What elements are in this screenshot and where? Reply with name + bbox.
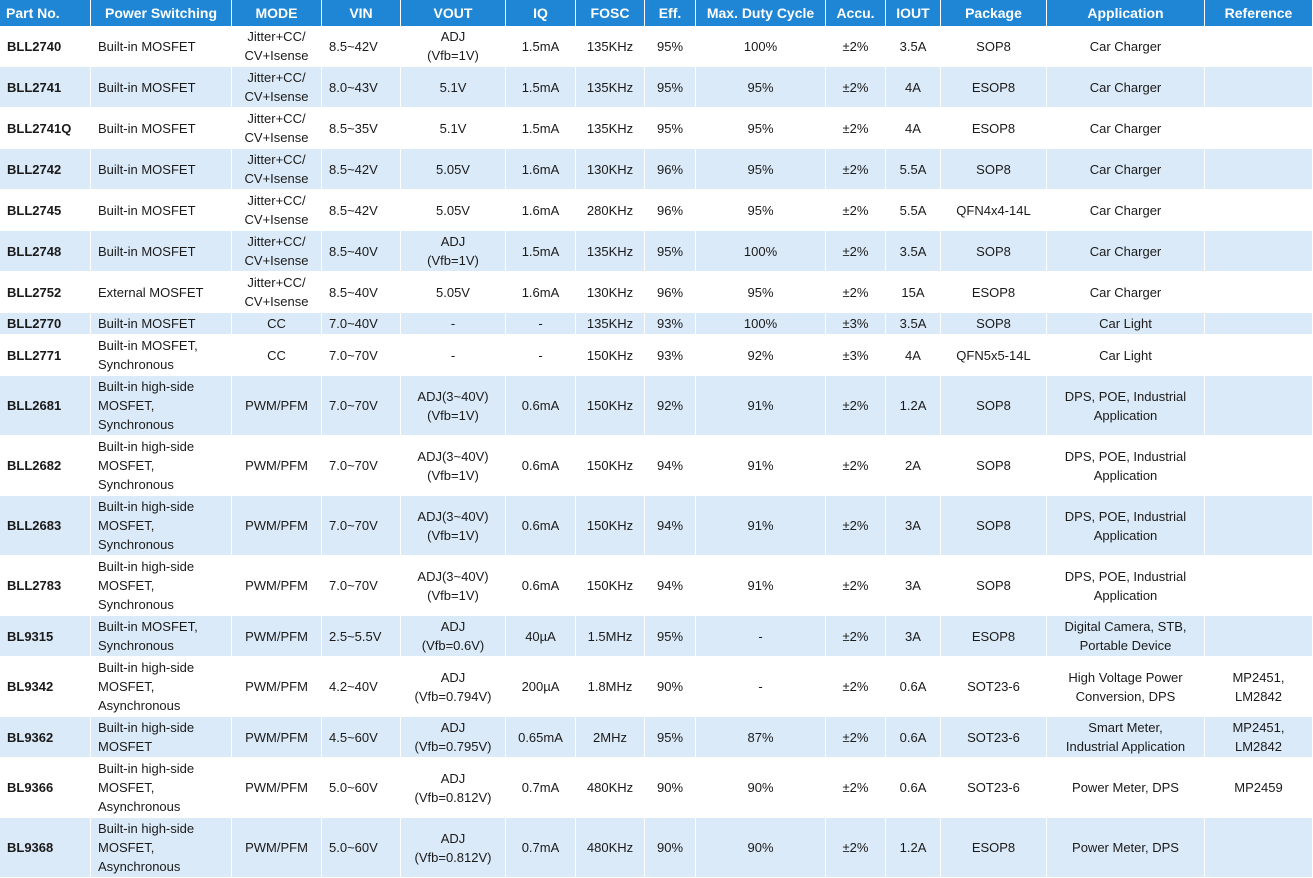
vin-cell: 8.0~43V	[322, 67, 401, 108]
accu-cell: ±2%	[826, 67, 886, 108]
accu-cell: ±2%	[826, 616, 886, 657]
header-application: Application	[1047, 0, 1205, 26]
power-switching-cell: Built-in MOSFET	[91, 149, 232, 190]
vout-cell: -	[401, 313, 506, 335]
iout-cell: 0.6A	[886, 657, 941, 717]
power-switching-cell: External MOSFET	[91, 272, 232, 313]
table-row	[0, 313, 1313, 335]
iout-cell: 4A	[886, 67, 941, 108]
vout-cell: ADJ (Vfb=1V)	[401, 26, 506, 67]
application-cell: Car Charger	[1047, 26, 1205, 67]
vin-cell: 8.5~42V	[322, 190, 401, 231]
iq-cell: 1.5mA	[506, 231, 576, 272]
header-reference: Reference	[1205, 0, 1313, 26]
max-duty-cycle-cell: -	[696, 657, 826, 717]
mode-cell: PWM/PFM	[232, 376, 322, 436]
iout-cell: 5.5A	[886, 190, 941, 231]
max-duty-cycle-cell: 95%	[696, 190, 826, 231]
mode-cell: Jitter+CC/ CV+Isense	[232, 231, 322, 272]
iq-cell: 0.7mA	[506, 758, 576, 818]
vin-cell: 7.0~70V	[322, 556, 401, 616]
table-header-row	[0, 0, 1313, 26]
mode-cell: PWM/PFM	[232, 556, 322, 616]
mode-cell: PWM/PFM	[232, 436, 322, 496]
mode-cell: Jitter+CC/ CV+Isense	[232, 190, 322, 231]
vin-cell: 2.5~5.5V	[322, 616, 401, 657]
application-cell: Digital Camera, STB, Portable Device	[1047, 616, 1205, 657]
vout-cell: 5.1V	[401, 67, 506, 108]
table-row	[0, 717, 1313, 758]
fosc-cell: 130KHz	[576, 149, 645, 190]
table-row	[0, 556, 1313, 616]
package-cell: SOP8	[941, 26, 1047, 67]
reference-cell: MP2459	[1205, 758, 1313, 818]
mode-cell: Jitter+CC/ CV+Isense	[232, 272, 322, 313]
iq-cell: 0.65mA	[506, 717, 576, 758]
power-switching-cell: Built-in MOSFET	[91, 67, 232, 108]
part-no-cell: BLL2783	[0, 556, 91, 616]
max-duty-cycle-cell: 90%	[696, 818, 826, 878]
application-cell: Power Meter, DPS	[1047, 818, 1205, 878]
application-cell: Car Charger	[1047, 190, 1205, 231]
part-no-cell: BLL2745	[0, 190, 91, 231]
power-switching-cell: Built-in MOSFET	[91, 231, 232, 272]
accu-cell: ±2%	[826, 149, 886, 190]
mode-cell: Jitter+CC/ CV+Isense	[232, 26, 322, 67]
part-no-cell: BLL2771	[0, 335, 91, 376]
vout-cell: ADJ(3~40V) (Vfb=1V)	[401, 376, 506, 436]
part-no-cell: BLL2683	[0, 496, 91, 556]
max-duty-cycle-cell: 95%	[696, 149, 826, 190]
package-cell: QFN5x5-14L	[941, 335, 1047, 376]
vin-cell: 8.5~42V	[322, 26, 401, 67]
eff-cell: 96%	[645, 149, 696, 190]
application-cell: DPS, POE, Industrial Application	[1047, 376, 1205, 436]
reference-cell	[1205, 313, 1313, 335]
iout-cell: 3.5A	[886, 26, 941, 67]
header-vin: VIN	[322, 0, 401, 26]
iq-cell: 0.6mA	[506, 556, 576, 616]
table-row	[0, 26, 1313, 67]
fosc-cell: 480KHz	[576, 818, 645, 878]
reference-cell: MP2451, LM2842	[1205, 657, 1313, 717]
application-cell: DPS, POE, Industrial Application	[1047, 496, 1205, 556]
fosc-cell: 1.8MHz	[576, 657, 645, 717]
accu-cell: ±2%	[826, 190, 886, 231]
fosc-cell: 135KHz	[576, 231, 645, 272]
vout-cell: ADJ(3~40V) (Vfb=1V)	[401, 556, 506, 616]
eff-cell: 94%	[645, 556, 696, 616]
reference-cell: MP2451, LM2842	[1205, 717, 1313, 758]
mode-cell: Jitter+CC/ CV+Isense	[232, 67, 322, 108]
mode-cell: Jitter+CC/ CV+Isense	[232, 108, 322, 149]
header-accu: Accu.	[826, 0, 886, 26]
iout-cell: 3.5A	[886, 313, 941, 335]
accu-cell: ±3%	[826, 335, 886, 376]
power-switching-cell: Built-in MOSFET	[91, 26, 232, 67]
application-cell: DPS, POE, Industrial Application	[1047, 556, 1205, 616]
iout-cell: 3A	[886, 556, 941, 616]
mode-cell: PWM/PFM	[232, 496, 322, 556]
iq-cell: 1.5mA	[506, 26, 576, 67]
reference-cell	[1205, 556, 1313, 616]
power-switching-cell: Built-in high-side MOSFET	[91, 717, 232, 758]
package-cell: ESOP8	[941, 818, 1047, 878]
accu-cell: ±2%	[826, 26, 886, 67]
accu-cell: ±2%	[826, 272, 886, 313]
fosc-cell: 135KHz	[576, 313, 645, 335]
package-cell: SOP8	[941, 313, 1047, 335]
mode-cell: PWM/PFM	[232, 616, 322, 657]
power-switching-cell: Built-in MOSFET, Synchronous	[91, 335, 232, 376]
mode-cell: CC	[232, 335, 322, 376]
max-duty-cycle-cell: 87%	[696, 717, 826, 758]
application-cell: Car Light	[1047, 335, 1205, 376]
power-switching-cell: Built-in high-side MOSFET, Synchronous	[91, 376, 232, 436]
reference-cell	[1205, 108, 1313, 149]
table-row	[0, 149, 1313, 190]
application-cell: Car Light	[1047, 313, 1205, 335]
power-switching-cell: Built-in high-side MOSFET, Synchronous	[91, 436, 232, 496]
max-duty-cycle-cell: 91%	[696, 556, 826, 616]
iq-cell: -	[506, 313, 576, 335]
fosc-cell: 135KHz	[576, 108, 645, 149]
vout-cell: ADJ (Vfb=0.794V)	[401, 657, 506, 717]
iout-cell: 3A	[886, 496, 941, 556]
vout-cell: ADJ (Vfb=0.6V)	[401, 616, 506, 657]
part-no-cell: BLL2748	[0, 231, 91, 272]
package-cell: SOP8	[941, 496, 1047, 556]
part-no-cell: BLL2740	[0, 26, 91, 67]
table-row	[0, 436, 1313, 496]
max-duty-cycle-cell: 100%	[696, 231, 826, 272]
iout-cell: 0.6A	[886, 758, 941, 818]
max-duty-cycle-cell: 100%	[696, 26, 826, 67]
eff-cell: 93%	[645, 313, 696, 335]
vout-cell: -	[401, 335, 506, 376]
application-cell: DPS, POE, Industrial Application	[1047, 436, 1205, 496]
package-cell: SOP8	[941, 556, 1047, 616]
mode-cell: Jitter+CC/ CV+Isense	[232, 149, 322, 190]
power-switching-cell: Built-in high-side MOSFET, Asynchronous	[91, 818, 232, 878]
fosc-cell: 150KHz	[576, 436, 645, 496]
application-cell: Car Charger	[1047, 231, 1205, 272]
part-no-cell: BLL2752	[0, 272, 91, 313]
accu-cell: ±2%	[826, 758, 886, 818]
eff-cell: 94%	[645, 436, 696, 496]
fosc-cell: 1.5MHz	[576, 616, 645, 657]
eff-cell: 95%	[645, 717, 696, 758]
package-cell: ESOP8	[941, 616, 1047, 657]
vout-cell: ADJ (Vfb=0.812V)	[401, 758, 506, 818]
eff-cell: 94%	[645, 496, 696, 556]
power-switching-cell: Built-in high-side MOSFET, Asynchronous	[91, 758, 232, 818]
accu-cell: ±2%	[826, 376, 886, 436]
reference-cell	[1205, 496, 1313, 556]
package-cell: SOT23-6	[941, 657, 1047, 717]
vin-cell: 4.5~60V	[322, 717, 401, 758]
table-row	[0, 616, 1313, 657]
iout-cell: 3.5A	[886, 231, 941, 272]
power-switching-cell: Built-in high-side MOSFET, Asynchronous	[91, 657, 232, 717]
max-duty-cycle-cell: 91%	[696, 496, 826, 556]
accu-cell: ±2%	[826, 556, 886, 616]
max-duty-cycle-cell: 91%	[696, 376, 826, 436]
header-fosc: FOSC	[576, 0, 645, 26]
part-no-cell: BL9368	[0, 818, 91, 878]
mode-cell: PWM/PFM	[232, 818, 322, 878]
power-switching-cell: Built-in MOSFET	[91, 108, 232, 149]
eff-cell: 90%	[645, 758, 696, 818]
part-no-cell: BLL2770	[0, 313, 91, 335]
table-row	[0, 67, 1313, 108]
max-duty-cycle-cell: -	[696, 616, 826, 657]
table-row	[0, 657, 1313, 717]
iq-cell: 1.5mA	[506, 67, 576, 108]
eff-cell: 90%	[645, 657, 696, 717]
iout-cell: 4A	[886, 335, 941, 376]
part-no-cell: BLL2681	[0, 376, 91, 436]
package-cell: SOP8	[941, 376, 1047, 436]
package-cell: SOP8	[941, 436, 1047, 496]
reference-cell	[1205, 149, 1313, 190]
header-eff: Eff.	[645, 0, 696, 26]
iout-cell: 1.2A	[886, 818, 941, 878]
iq-cell: 0.6mA	[506, 376, 576, 436]
part-no-cell: BL9362	[0, 717, 91, 758]
fosc-cell: 150KHz	[576, 556, 645, 616]
eff-cell: 96%	[645, 190, 696, 231]
eff-cell: 95%	[645, 67, 696, 108]
part-no-cell: BL9342	[0, 657, 91, 717]
package-cell: ESOP8	[941, 272, 1047, 313]
iout-cell: 15A	[886, 272, 941, 313]
eff-cell: 95%	[645, 616, 696, 657]
table-row	[0, 496, 1313, 556]
part-no-cell: BLL2741Q	[0, 108, 91, 149]
vin-cell: 5.0~60V	[322, 758, 401, 818]
max-duty-cycle-cell: 92%	[696, 335, 826, 376]
accu-cell: ±2%	[826, 818, 886, 878]
vin-cell: 5.0~60V	[322, 818, 401, 878]
header-power-switching: Power Switching	[91, 0, 232, 26]
header-package: Package	[941, 0, 1047, 26]
package-cell: ESOP8	[941, 108, 1047, 149]
vin-cell: 8.5~42V	[322, 149, 401, 190]
reference-cell	[1205, 818, 1313, 878]
application-cell: Car Charger	[1047, 272, 1205, 313]
package-cell: SOP8	[941, 149, 1047, 190]
vin-cell: 7.0~70V	[322, 436, 401, 496]
max-duty-cycle-cell: 90%	[696, 758, 826, 818]
fosc-cell: 135KHz	[576, 26, 645, 67]
iq-cell: -	[506, 335, 576, 376]
iout-cell: 5.5A	[886, 149, 941, 190]
mode-cell: CC	[232, 313, 322, 335]
eff-cell: 95%	[645, 26, 696, 67]
power-switching-cell: Built-in MOSFET	[91, 190, 232, 231]
reference-cell	[1205, 67, 1313, 108]
table-row	[0, 108, 1313, 149]
vin-cell: 7.0~70V	[322, 376, 401, 436]
iq-cell: 1.5mA	[506, 108, 576, 149]
power-switching-cell: Built-in MOSFET	[91, 313, 232, 335]
vin-cell: 8.5~40V	[322, 231, 401, 272]
reference-cell	[1205, 26, 1313, 67]
eff-cell: 90%	[645, 818, 696, 878]
iq-cell: 200µA	[506, 657, 576, 717]
fosc-cell: 150KHz	[576, 335, 645, 376]
max-duty-cycle-cell: 100%	[696, 313, 826, 335]
iout-cell: 3A	[886, 616, 941, 657]
vout-cell: ADJ(3~40V) (Vfb=1V)	[401, 496, 506, 556]
iout-cell: 2A	[886, 436, 941, 496]
reference-cell	[1205, 272, 1313, 313]
vin-cell: 8.5~40V	[322, 272, 401, 313]
max-duty-cycle-cell: 95%	[696, 108, 826, 149]
accu-cell: ±2%	[826, 717, 886, 758]
fosc-cell: 480KHz	[576, 758, 645, 818]
table-row	[0, 190, 1313, 231]
vin-cell: 8.5~35V	[322, 108, 401, 149]
iq-cell: 0.7mA	[506, 818, 576, 878]
application-cell: Car Charger	[1047, 108, 1205, 149]
header-part-no: Part No.	[0, 0, 91, 26]
header-iout: IOUT	[886, 0, 941, 26]
reference-cell	[1205, 376, 1313, 436]
fosc-cell: 135KHz	[576, 67, 645, 108]
application-cell: Smart Meter, Industrial Application	[1047, 717, 1205, 758]
accu-cell: ±2%	[826, 108, 886, 149]
iq-cell: 40µA	[506, 616, 576, 657]
reference-cell	[1205, 616, 1313, 657]
header-vout: VOUT	[401, 0, 506, 26]
mode-cell: PWM/PFM	[232, 657, 322, 717]
part-no-cell: BLL2741	[0, 67, 91, 108]
package-cell: SOT23-6	[941, 717, 1047, 758]
power-switching-cell: Built-in high-side MOSFET, Synchronous	[91, 556, 232, 616]
header-iq: IQ	[506, 0, 576, 26]
application-cell: Car Charger	[1047, 149, 1205, 190]
vin-cell: 7.0~70V	[322, 496, 401, 556]
vout-cell: 5.1V	[401, 108, 506, 149]
application-cell: High Voltage Power Conversion, DPS	[1047, 657, 1205, 717]
table-row	[0, 818, 1313, 878]
accu-cell: ±2%	[826, 231, 886, 272]
fosc-cell: 2MHz	[576, 717, 645, 758]
reference-cell	[1205, 436, 1313, 496]
table-row	[0, 272, 1313, 313]
package-cell: QFN4x4-14L	[941, 190, 1047, 231]
table-body	[0, 26, 1313, 878]
max-duty-cycle-cell: 91%	[696, 436, 826, 496]
vout-cell: ADJ(3~40V) (Vfb=1V)	[401, 436, 506, 496]
application-cell: Car Charger	[1047, 67, 1205, 108]
vin-cell: 4.2~40V	[322, 657, 401, 717]
vout-cell: ADJ (Vfb=0.812V)	[401, 818, 506, 878]
fosc-cell: 280KHz	[576, 190, 645, 231]
reference-cell	[1205, 335, 1313, 376]
mode-cell: PWM/PFM	[232, 717, 322, 758]
iq-cell: 1.6mA	[506, 149, 576, 190]
iout-cell: 1.2A	[886, 376, 941, 436]
iq-cell: 0.6mA	[506, 496, 576, 556]
accu-cell: ±2%	[826, 657, 886, 717]
vout-cell: ADJ (Vfb=1V)	[401, 231, 506, 272]
iout-cell: 0.6A	[886, 717, 941, 758]
part-no-cell: BLL2742	[0, 149, 91, 190]
power-switching-cell: Built-in high-side MOSFET, Synchronous	[91, 496, 232, 556]
vin-cell: 7.0~70V	[322, 335, 401, 376]
reference-cell	[1205, 231, 1313, 272]
fosc-cell: 130KHz	[576, 272, 645, 313]
max-duty-cycle-cell: 95%	[696, 67, 826, 108]
eff-cell: 95%	[645, 108, 696, 149]
table-row	[0, 231, 1313, 272]
table-row	[0, 376, 1313, 436]
table-row	[0, 335, 1313, 376]
part-no-cell: BL9315	[0, 616, 91, 657]
vin-cell: 7.0~40V	[322, 313, 401, 335]
part-no-cell: BL9366	[0, 758, 91, 818]
package-cell: SOP8	[941, 231, 1047, 272]
iout-cell: 4A	[886, 108, 941, 149]
eff-cell: 92%	[645, 376, 696, 436]
vout-cell: 5.05V	[401, 149, 506, 190]
header-mode: MODE	[232, 0, 322, 26]
vout-cell: 5.05V	[401, 190, 506, 231]
part-no-cell: BLL2682	[0, 436, 91, 496]
iq-cell: 0.6mA	[506, 436, 576, 496]
iq-cell: 1.6mA	[506, 190, 576, 231]
iq-cell: 1.6mA	[506, 272, 576, 313]
eff-cell: 95%	[645, 231, 696, 272]
accu-cell: ±2%	[826, 496, 886, 556]
fosc-cell: 150KHz	[576, 376, 645, 436]
power-switching-cell: Built-in MOSFET, Synchronous	[91, 616, 232, 657]
vout-cell: 5.05V	[401, 272, 506, 313]
eff-cell: 96%	[645, 272, 696, 313]
header-max-duty-cycle: Max. Duty Cycle	[696, 0, 826, 26]
application-cell: Power Meter, DPS	[1047, 758, 1205, 818]
eff-cell: 93%	[645, 335, 696, 376]
package-cell: ESOP8	[941, 67, 1047, 108]
mode-cell: PWM/PFM	[232, 758, 322, 818]
accu-cell: ±2%	[826, 436, 886, 496]
table-row	[0, 758, 1313, 818]
accu-cell: ±3%	[826, 313, 886, 335]
max-duty-cycle-cell: 95%	[696, 272, 826, 313]
reference-cell	[1205, 190, 1313, 231]
fosc-cell: 150KHz	[576, 496, 645, 556]
package-cell: SOT23-6	[941, 758, 1047, 818]
vout-cell: ADJ (Vfb=0.795V)	[401, 717, 506, 758]
